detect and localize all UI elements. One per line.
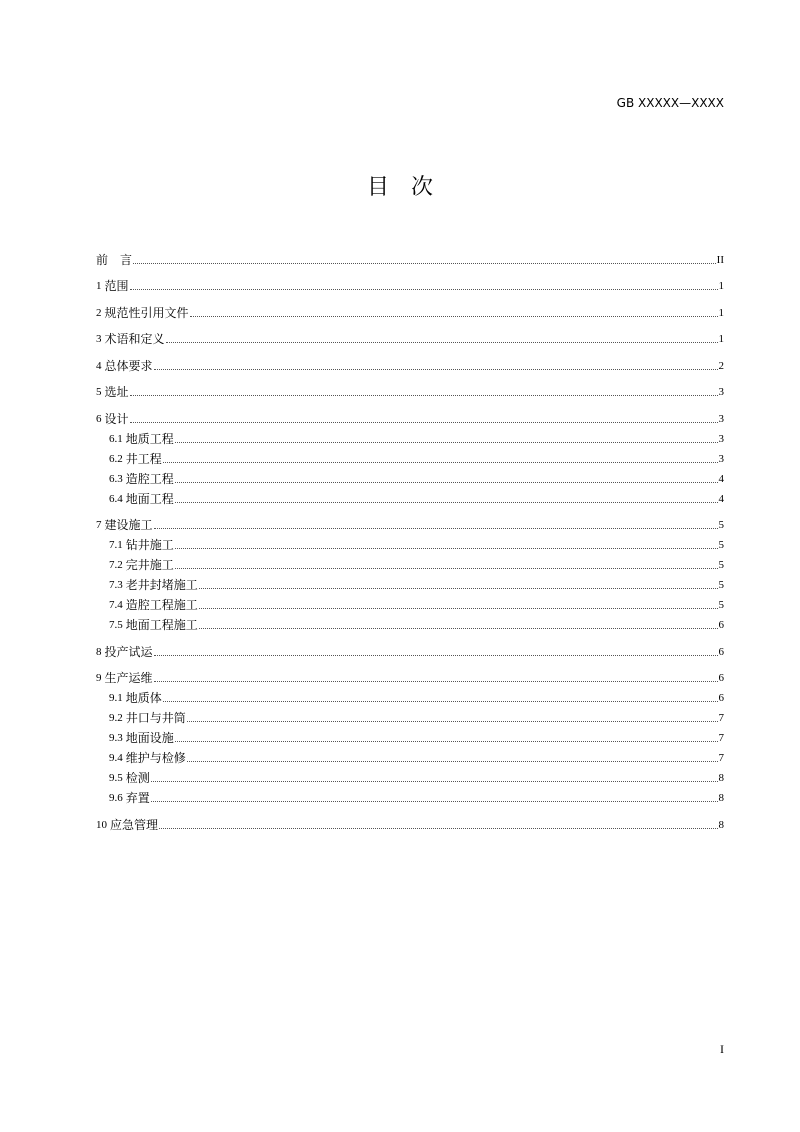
toc-entry-label: 建设施工 bbox=[104, 518, 153, 532]
toc-leader-dots bbox=[175, 741, 718, 742]
toc-entry-number: 1 bbox=[96, 280, 102, 292]
toc-entry-label: 老井封堵施工 bbox=[125, 578, 198, 592]
toc-entry[interactable] bbox=[96, 399, 724, 426]
toc-entry-number: 6.4 bbox=[109, 492, 123, 505]
toc-entry-number: 7.3 bbox=[109, 579, 123, 591]
toc-entry[interactable] bbox=[96, 552, 724, 572]
toc-leader-dots bbox=[130, 422, 718, 423]
toc-entry-number: 9.6 bbox=[109, 792, 123, 804]
toc-leader-dots bbox=[175, 482, 718, 483]
toc-entry-number: 8 bbox=[96, 645, 102, 658]
toc-entry-number: 2 bbox=[96, 306, 102, 319]
toc-entry-label: 规范性引用文件 bbox=[104, 305, 189, 320]
toc-entry[interactable] bbox=[96, 572, 724, 592]
toc-entry[interactable] bbox=[96, 612, 724, 632]
toc-entry-label: 弃置 bbox=[125, 791, 150, 805]
toc-entry-number: 3 bbox=[96, 333, 102, 345]
toc-entry-number: 5 bbox=[96, 386, 102, 398]
toc-entry-number: 6.1 bbox=[109, 432, 123, 445]
toc-entry-page: 6 bbox=[718, 645, 724, 658]
toc-entry-page: 7 bbox=[718, 752, 724, 764]
toc-entry-label: 井口与井筒 bbox=[125, 711, 186, 725]
toc-entry-page: 1 bbox=[718, 306, 724, 319]
toc-leader-dots bbox=[163, 701, 718, 702]
toc-entry-page: 8 bbox=[718, 792, 724, 804]
toc-leader-dots bbox=[159, 828, 717, 829]
toc-leader-dots bbox=[187, 721, 718, 722]
toc-entry[interactable] bbox=[96, 320, 724, 347]
toc-entry-number: 7.1 bbox=[109, 539, 123, 551]
toc-entry-page: 1 bbox=[718, 333, 724, 345]
toc-entry-number: 9.3 bbox=[109, 732, 123, 744]
toc-entry-page: 7 bbox=[718, 732, 724, 744]
toc-entry[interactable] bbox=[96, 373, 724, 400]
toc-leader-dots bbox=[151, 781, 718, 782]
toc-entry-page: 1 bbox=[718, 280, 724, 292]
toc-entry[interactable] bbox=[96, 293, 724, 320]
toc-entry[interactable] bbox=[96, 659, 724, 686]
toc-entry-label: 术语和定义 bbox=[104, 332, 165, 346]
toc-entry-page: 5 bbox=[718, 559, 724, 571]
toc-leader-dots bbox=[199, 588, 718, 589]
toc-entry-number: 6 bbox=[96, 412, 102, 425]
toc-entry-page: 4 bbox=[718, 492, 724, 505]
toc-entry-page: 7 bbox=[718, 712, 724, 724]
toc-leader-dots bbox=[187, 761, 718, 762]
toc-entry[interactable] bbox=[96, 267, 724, 294]
toc-entry-page: 5 bbox=[718, 539, 724, 551]
toc-entry[interactable] bbox=[96, 685, 724, 705]
toc-entry-label: 前 言 bbox=[96, 252, 133, 267]
toc-entry-page: 5 bbox=[718, 519, 724, 531]
toc-leader-dots bbox=[133, 263, 716, 264]
toc-entry-number: 7 bbox=[96, 519, 102, 531]
toc-entry-page: 3 bbox=[718, 412, 724, 425]
toc-entry[interactable] bbox=[96, 805, 724, 832]
toc-entry-page: 8 bbox=[718, 818, 724, 831]
toc-entry-page: II bbox=[716, 253, 724, 266]
toc-entry[interactable] bbox=[96, 785, 724, 805]
toc-entry-label: 完井施工 bbox=[125, 558, 174, 572]
toc-entry-label: 选址 bbox=[104, 385, 129, 399]
toc-entry-number: 4 bbox=[96, 359, 102, 372]
toc-entry-label: 地质体 bbox=[125, 691, 162, 705]
toc-entry-number: 7.4 bbox=[109, 599, 123, 611]
toc-entry[interactable] bbox=[96, 592, 724, 612]
toc-entry-page: 3 bbox=[718, 386, 724, 398]
toc-entry[interactable] bbox=[96, 725, 724, 745]
toc-entry[interactable] bbox=[96, 446, 724, 466]
toc-entry-label: 造腔工程 bbox=[125, 471, 174, 486]
toc-entry-label: 应急管理 bbox=[110, 817, 159, 832]
toc-entry[interactable] bbox=[96, 426, 724, 446]
toc-entry-page: 3 bbox=[718, 432, 724, 445]
toc-title: 目 次 bbox=[366, 175, 433, 200]
page-number: I bbox=[720, 1042, 724, 1056]
toc-entry[interactable] bbox=[96, 532, 724, 552]
toc-entry[interactable] bbox=[96, 745, 724, 765]
toc-entry-number: 9.1 bbox=[109, 692, 123, 704]
toc-entry-label: 地面工程 bbox=[125, 491, 174, 506]
toc-entry-label: 地面工程施工 bbox=[125, 618, 198, 632]
toc-entry-number: 9.5 bbox=[109, 772, 123, 784]
toc-entry-number: 7.5 bbox=[109, 619, 123, 631]
toc-entry-label: 维护与检修 bbox=[125, 751, 186, 765]
toc-entry-label: 地面设施 bbox=[125, 731, 174, 745]
toc-entry[interactable] bbox=[96, 466, 724, 486]
toc-leader-dots bbox=[154, 369, 718, 370]
toc-entry[interactable] bbox=[96, 346, 724, 373]
toc-entry-page: 5 bbox=[718, 579, 724, 591]
toc-entry-label: 范围 bbox=[104, 279, 129, 293]
toc-entry-number: 6.3 bbox=[109, 472, 123, 485]
toc-entry-number: 9.4 bbox=[109, 752, 123, 764]
toc-entry-label: 生产运维 bbox=[104, 671, 153, 685]
toc-entry-page: 8 bbox=[718, 772, 724, 784]
toc-entry-page: 2 bbox=[718, 359, 724, 372]
toc-entry-page: 5 bbox=[718, 599, 724, 611]
toc-leader-dots bbox=[175, 548, 718, 549]
toc-entry-number: 9 bbox=[96, 672, 102, 684]
toc-leader-dots bbox=[175, 502, 718, 503]
toc-leader-dots bbox=[199, 628, 718, 629]
toc-leader-dots bbox=[175, 568, 718, 569]
toc-leader-dots bbox=[130, 395, 718, 396]
table-of-contents bbox=[96, 240, 724, 832]
toc-entry-label: 总体要求 bbox=[104, 358, 153, 373]
toc-entry-label: 钻井施工 bbox=[125, 538, 174, 552]
toc-entry-label: 设计 bbox=[104, 411, 129, 426]
toc-entry-label: 地质工程 bbox=[125, 431, 174, 446]
toc-entry-page: 4 bbox=[718, 472, 724, 485]
toc-leader-dots bbox=[199, 608, 718, 609]
toc-entry-label: 投产试运 bbox=[104, 644, 153, 659]
toc-entry-page: 3 bbox=[718, 452, 724, 465]
toc-entry[interactable] bbox=[96, 506, 724, 533]
toc-leader-dots bbox=[190, 316, 718, 317]
toc-entry[interactable] bbox=[96, 240, 724, 267]
toc-leader-dots bbox=[163, 462, 718, 463]
toc-entry-label: 检测 bbox=[125, 771, 150, 785]
toc-entry[interactable] bbox=[96, 632, 724, 659]
toc-entry-page: 6 bbox=[718, 672, 724, 684]
toc-entry-label: 造腔工程施工 bbox=[125, 598, 198, 612]
toc-entry[interactable] bbox=[96, 705, 724, 725]
toc-entry-page: 6 bbox=[718, 692, 724, 704]
toc-entry[interactable] bbox=[96, 486, 724, 506]
toc-entry-number: 10 bbox=[96, 818, 107, 831]
toc-entry[interactable] bbox=[96, 765, 724, 785]
toc-leader-dots bbox=[130, 289, 718, 290]
toc-leader-dots bbox=[154, 681, 718, 682]
toc-entry-number: 6.2 bbox=[109, 452, 123, 465]
standard-code: GB XXXXX—XXXX bbox=[616, 96, 724, 110]
toc-entry-number: 7.2 bbox=[109, 559, 123, 571]
toc-entry-label: 井工程 bbox=[125, 451, 162, 466]
toc-leader-dots bbox=[154, 528, 718, 529]
toc-leader-dots bbox=[166, 342, 718, 343]
toc-leader-dots bbox=[151, 801, 718, 802]
toc-entry-number: 9.2 bbox=[109, 712, 123, 724]
toc-entry-page: 6 bbox=[718, 619, 724, 631]
toc-leader-dots bbox=[175, 442, 718, 443]
toc-leader-dots bbox=[154, 655, 718, 656]
